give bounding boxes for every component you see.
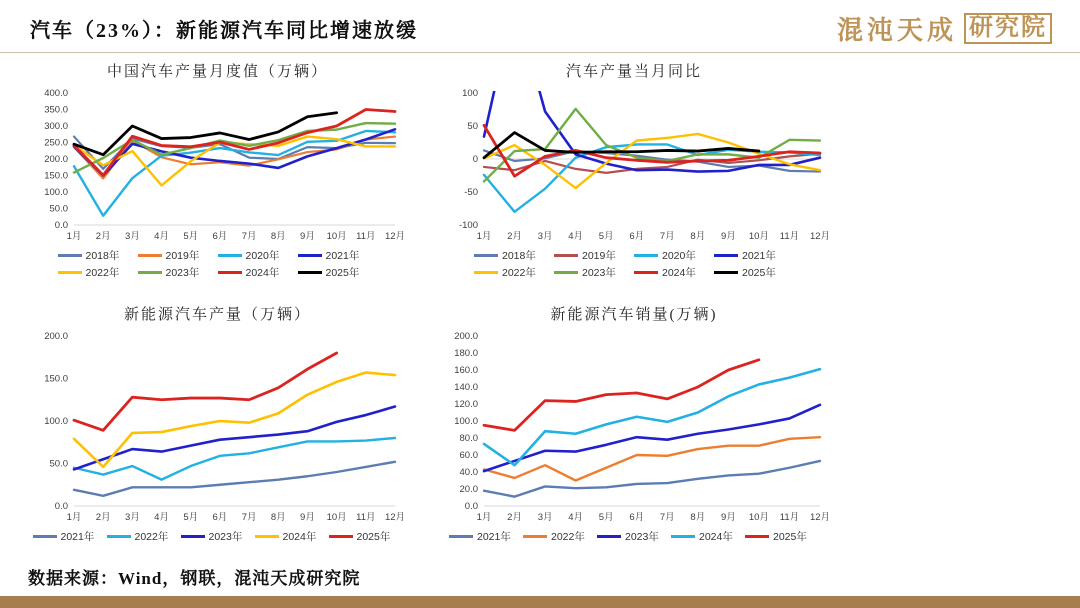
x-axis-tick: 9月 bbox=[720, 512, 736, 523]
y-axis-tick: 200.0 bbox=[44, 154, 68, 165]
x-axis-tick: 12月 bbox=[384, 512, 405, 523]
legend-label: 2023年 bbox=[625, 531, 659, 543]
x-axis-tick: 6月 bbox=[212, 231, 228, 242]
chart-canvas bbox=[438, 328, 830, 526]
x-axis-tick: 7月 bbox=[241, 512, 257, 523]
x-axis-tick: 9月 bbox=[720, 231, 736, 242]
x-axis-tick: 4月 bbox=[568, 512, 584, 523]
legend-item bbox=[554, 265, 634, 280]
legend-swatch bbox=[138, 254, 162, 257]
y-axis-tick: 100 bbox=[462, 88, 478, 99]
x-axis-tick: 10月 bbox=[748, 231, 769, 242]
y-axis-tick: 80.0 bbox=[459, 433, 478, 444]
legend-label: 2022年 bbox=[134, 531, 169, 543]
x-axis-tick: 3月 bbox=[124, 231, 140, 242]
x-axis-tick: 6月 bbox=[629, 512, 645, 523]
x-axis-tick: 12月 bbox=[809, 231, 830, 242]
x-axis-tick: 8月 bbox=[270, 512, 286, 523]
chart-auto-production-yoy bbox=[438, 60, 830, 281]
x-axis-tick: 5月 bbox=[598, 512, 614, 523]
y-axis-tick: 0.0 bbox=[54, 220, 68, 231]
legend-swatch bbox=[474, 271, 498, 274]
legend-item bbox=[218, 248, 298, 263]
x-axis-tick: 1月 bbox=[476, 512, 492, 523]
y-axis-tick: 50.0 bbox=[49, 203, 68, 215]
legend-swatch bbox=[714, 271, 738, 274]
legend-swatch bbox=[255, 535, 279, 538]
chart-auto-production-value bbox=[30, 60, 405, 281]
legend-item bbox=[58, 265, 138, 280]
chart-legend bbox=[30, 247, 405, 281]
legend-swatch bbox=[298, 254, 322, 257]
legend-item bbox=[474, 265, 554, 280]
legend-label: 2023年 bbox=[208, 531, 243, 543]
legend-item bbox=[671, 529, 745, 544]
x-axis-tick: 8月 bbox=[690, 512, 706, 523]
chart-plot-area bbox=[30, 328, 405, 526]
x-axis-tick: 2月 bbox=[507, 231, 522, 242]
x-axis-tick: 12月 bbox=[809, 512, 830, 523]
chart-plot-area bbox=[438, 85, 830, 245]
series-group bbox=[484, 85, 820, 212]
legend-label: 2022年 bbox=[502, 267, 536, 279]
x-axis-tick: 11月 bbox=[779, 231, 800, 242]
y-axis-tick: 150.0 bbox=[44, 170, 68, 182]
legend-item bbox=[474, 248, 554, 263]
legend-label: 2024年 bbox=[699, 531, 733, 543]
page-title: 汽车（23%）：新能源汽车同比增速放缓 bbox=[30, 20, 418, 42]
y-axis-tick: 60.0 bbox=[459, 450, 478, 461]
chart-title: 新能源汽车销量(万辆) bbox=[550, 307, 718, 323]
chart-canvas bbox=[438, 85, 830, 245]
x-axis-tick: 6月 bbox=[629, 231, 645, 242]
series-line-2024年 bbox=[484, 369, 820, 465]
chart-title: 新能源汽车产量（万辆） bbox=[123, 307, 311, 323]
x-axis-tick: 7月 bbox=[659, 231, 675, 242]
x-axis-tick: 1月 bbox=[66, 231, 82, 242]
legend-label: 2021年 bbox=[325, 250, 360, 262]
legend-label: 2025年 bbox=[742, 267, 776, 279]
y-axis-tick: 0.0 bbox=[464, 501, 478, 512]
series-line-2023年 bbox=[484, 405, 820, 471]
y-axis-tick: 160.0 bbox=[454, 365, 478, 376]
legend-swatch bbox=[554, 271, 578, 274]
legend-swatch bbox=[449, 535, 473, 538]
x-axis-tick: 2月 bbox=[507, 512, 522, 523]
legend-label: 2018年 bbox=[85, 250, 120, 262]
legend-label: 2020年 bbox=[662, 250, 696, 262]
header-divider bbox=[0, 52, 1080, 53]
legend-swatch bbox=[634, 271, 658, 274]
legend-label: 2024年 bbox=[662, 267, 696, 279]
legend-item bbox=[181, 529, 255, 544]
x-axis-tick: 11月 bbox=[356, 231, 376, 242]
legend-item bbox=[329, 529, 403, 544]
legend-item bbox=[597, 529, 671, 544]
legend-swatch bbox=[671, 535, 695, 538]
legend-swatch bbox=[329, 535, 353, 538]
legend-swatch bbox=[58, 254, 82, 257]
y-axis-tick: 200.0 bbox=[44, 331, 68, 342]
y-axis-tick: -50 bbox=[464, 187, 478, 198]
x-axis-tick: 4月 bbox=[568, 231, 584, 242]
x-axis-tick: 12月 bbox=[384, 231, 405, 242]
legend-label: 2021年 bbox=[742, 250, 776, 262]
legend-label: 2023年 bbox=[165, 267, 200, 279]
legend-label: 2025年 bbox=[356, 531, 391, 543]
legend-item bbox=[554, 248, 634, 263]
y-axis-tick: 300.0 bbox=[44, 121, 68, 132]
legend-swatch bbox=[523, 535, 547, 538]
legend-swatch bbox=[745, 535, 769, 538]
chart-legend bbox=[438, 247, 830, 281]
legend-item bbox=[218, 265, 298, 280]
y-axis-tick: 100.0 bbox=[44, 187, 68, 198]
legend-label: 2021年 bbox=[60, 531, 95, 543]
y-axis-tick: -100 bbox=[458, 220, 478, 231]
x-axis-tick: 8月 bbox=[270, 231, 286, 242]
legend-item bbox=[449, 529, 523, 544]
legend-item bbox=[634, 248, 714, 263]
legend-swatch bbox=[58, 271, 82, 274]
legend-swatch bbox=[218, 254, 242, 257]
x-axis-tick: 2月 bbox=[95, 512, 111, 523]
legend-item bbox=[634, 265, 714, 280]
x-axis-tick: 11月 bbox=[356, 512, 376, 523]
x-axis-tick: 9月 bbox=[300, 512, 315, 523]
x-axis-tick: 6月 bbox=[212, 512, 228, 523]
chart-legend bbox=[438, 528, 830, 545]
legend-label: 2023年 bbox=[582, 267, 616, 279]
legend-swatch bbox=[33, 535, 57, 538]
y-axis-tick: 100.0 bbox=[454, 416, 478, 427]
legend-item bbox=[33, 529, 107, 544]
y-axis-tick: 0.0 bbox=[54, 501, 68, 512]
legend-item bbox=[714, 265, 794, 280]
legend-item bbox=[714, 248, 794, 263]
x-axis-tick: 3月 bbox=[537, 512, 553, 523]
legend-label: 2022年 bbox=[551, 531, 585, 543]
legend-item bbox=[58, 248, 138, 263]
company-logo bbox=[837, 10, 1052, 47]
y-axis-tick: 400.0 bbox=[44, 88, 68, 99]
legend-item bbox=[298, 248, 378, 263]
chart-canvas bbox=[30, 85, 405, 245]
x-axis-tick: 7月 bbox=[241, 231, 257, 242]
y-axis-tick: 250.0 bbox=[44, 137, 68, 149]
x-axis-tick: 5月 bbox=[598, 231, 614, 242]
x-axis-tick: 5月 bbox=[183, 512, 199, 523]
legend-label: 2019年 bbox=[165, 250, 200, 262]
logo-text: 混沌天成 bbox=[836, 16, 957, 45]
series-group bbox=[74, 353, 395, 496]
y-axis-tick: 100.0 bbox=[44, 416, 68, 427]
chart-plot-area bbox=[438, 328, 830, 526]
legend-label: 2024年 bbox=[245, 267, 280, 279]
legend-item bbox=[523, 529, 597, 544]
y-axis-tick: 200.0 bbox=[454, 331, 478, 342]
legend-item bbox=[107, 529, 181, 544]
legend-swatch bbox=[714, 254, 738, 257]
legend-swatch bbox=[138, 271, 162, 274]
legend-swatch bbox=[597, 535, 621, 538]
series-line-2023年 bbox=[74, 407, 395, 470]
x-axis-tick: 7月 bbox=[659, 512, 675, 523]
series-group bbox=[74, 110, 395, 216]
x-axis-tick: 10月 bbox=[748, 512, 769, 523]
y-axis-tick: 50 bbox=[467, 121, 478, 132]
series-group bbox=[484, 360, 820, 497]
y-axis-tick: 350.0 bbox=[44, 104, 68, 116]
y-axis-tick: 150.0 bbox=[44, 373, 68, 385]
x-axis-tick: 10月 bbox=[326, 512, 347, 523]
x-axis-tick: 1月 bbox=[66, 512, 82, 523]
y-axis-tick: 50.0 bbox=[49, 458, 68, 470]
chart-legend bbox=[30, 528, 405, 545]
chart-nev-sales bbox=[438, 303, 830, 545]
legend-item bbox=[255, 529, 329, 544]
x-axis-tick: 3月 bbox=[124, 512, 140, 523]
data-source: 数据来源：Wind，钢联，混沌天成研究院 bbox=[28, 569, 361, 588]
x-axis-tick: 5月 bbox=[183, 231, 199, 242]
y-axis-tick: 20.0 bbox=[459, 484, 478, 495]
x-axis-tick: 10月 bbox=[326, 231, 347, 242]
legend-item bbox=[138, 248, 218, 263]
legend-label: 2021年 bbox=[477, 531, 511, 543]
legend-label: 2018年 bbox=[502, 250, 536, 262]
x-axis-tick: 2月 bbox=[95, 231, 111, 242]
x-axis-tick: 4月 bbox=[154, 231, 169, 242]
legend-swatch bbox=[181, 535, 205, 538]
footer-bar bbox=[0, 596, 1080, 608]
legend-label: 2024年 bbox=[282, 531, 317, 543]
x-axis-tick: 8月 bbox=[690, 231, 706, 242]
chart-title: 中国汽车产量月度值（万辆） bbox=[106, 64, 328, 80]
y-axis-tick: 40.0 bbox=[459, 467, 478, 478]
legend-label: 2019年 bbox=[582, 250, 616, 262]
x-axis-tick: 4月 bbox=[154, 512, 169, 523]
legend-item bbox=[298, 265, 378, 280]
chart-title: 汽车产量当月同比 bbox=[565, 64, 702, 80]
legend-label: 2020年 bbox=[245, 250, 280, 262]
legend-swatch bbox=[218, 271, 242, 274]
series-line-2021年 bbox=[484, 461, 820, 497]
legend-label: 2025年 bbox=[773, 531, 807, 543]
legend-item bbox=[138, 265, 218, 280]
legend-label: 2022年 bbox=[85, 267, 120, 279]
y-axis-tick: 180.0 bbox=[454, 348, 478, 359]
legend-swatch bbox=[474, 254, 498, 257]
x-axis-tick: 9月 bbox=[300, 231, 315, 242]
legend-item bbox=[745, 529, 819, 544]
legend-swatch bbox=[554, 254, 578, 257]
chart-nev-production bbox=[30, 303, 405, 545]
legend-swatch bbox=[107, 535, 131, 538]
y-axis-tick: 120.0 bbox=[454, 399, 478, 410]
legend-swatch bbox=[634, 254, 658, 257]
chart-canvas bbox=[30, 328, 405, 526]
series-line-2021年 bbox=[74, 462, 395, 496]
x-axis-tick: 3月 bbox=[537, 231, 553, 242]
legend-swatch bbox=[298, 271, 322, 274]
legend-label: 2025年 bbox=[325, 267, 360, 279]
series-line-2025年 bbox=[74, 353, 337, 430]
x-axis-tick: 1月 bbox=[476, 231, 492, 242]
x-axis-tick: 11月 bbox=[779, 512, 800, 523]
logo-seal: 研究院 bbox=[964, 13, 1052, 43]
y-axis-tick: 0 bbox=[472, 154, 478, 165]
chart-plot-area bbox=[30, 85, 405, 245]
y-axis-tick: 140.0 bbox=[454, 382, 478, 393]
